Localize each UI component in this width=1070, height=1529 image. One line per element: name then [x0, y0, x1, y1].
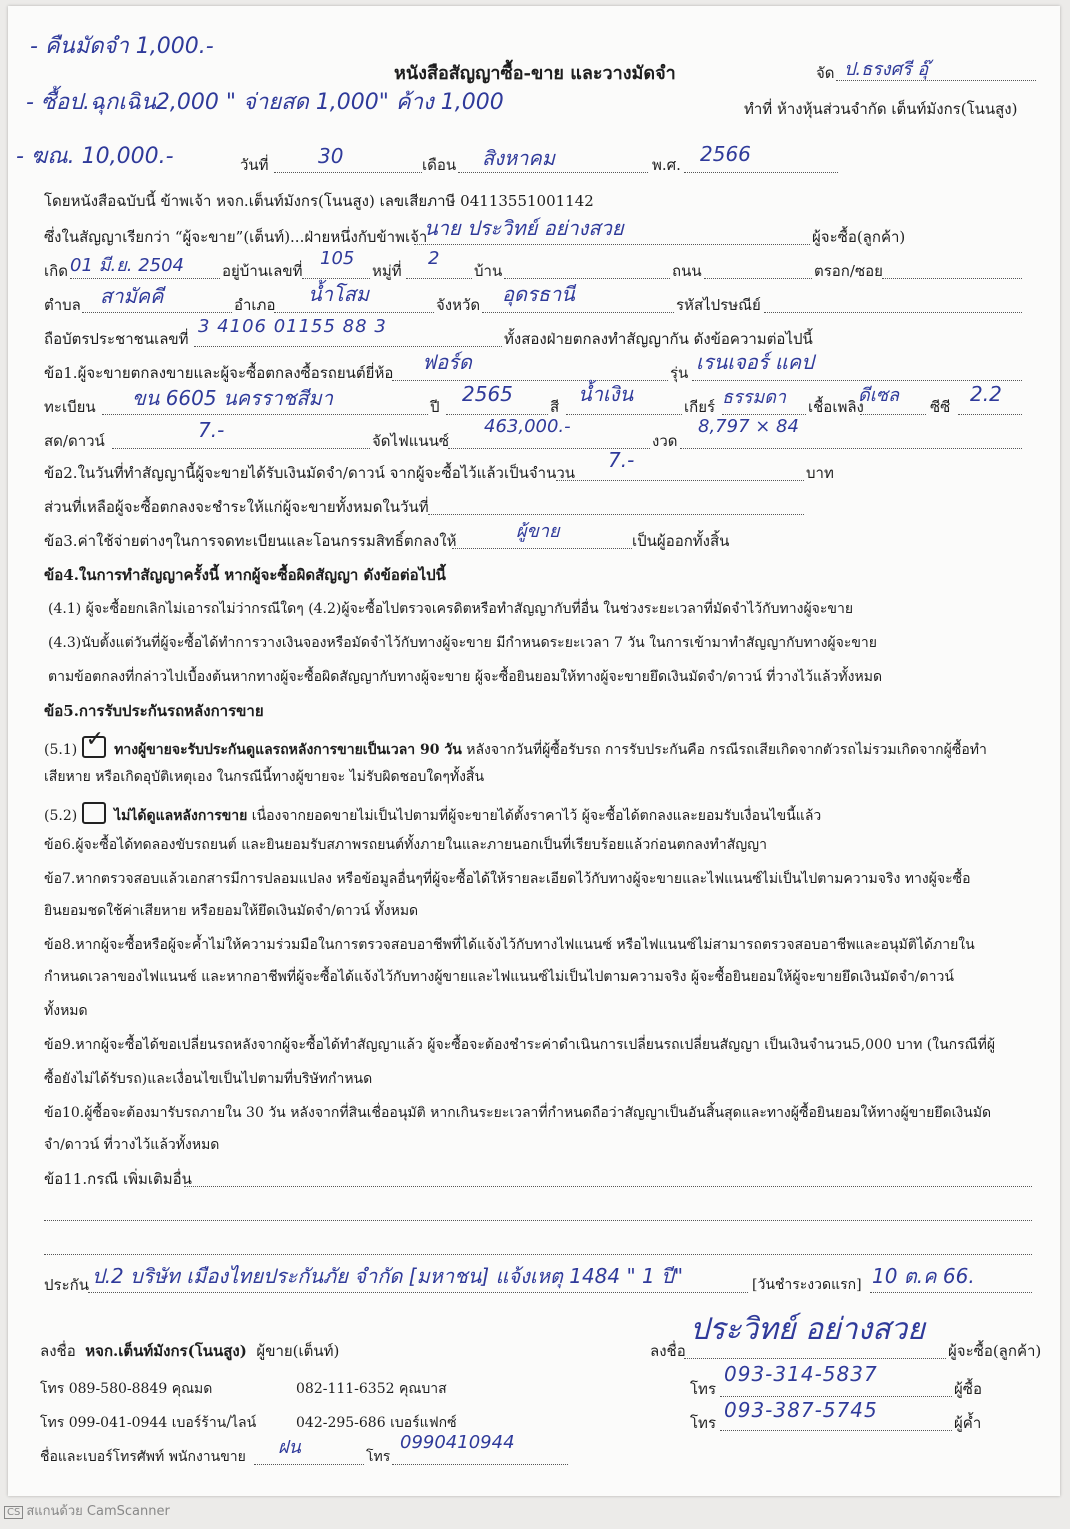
- camscanner-footer: [4, 1500, 170, 1521]
- clause-7b: ยินยอมชดใช้ค่าเสียหาย หรือยอมให้ยึดเงินมัดจำ/ดาวน์ ทั้งหมด: [44, 903, 419, 919]
- seller-phone-1-left: โทร 089-580-8849 คุณมด: [40, 1381, 213, 1397]
- clause-8b: กำหนดเวลาของไฟแนนซ์ และหากอาชีพที่ผู้จะซื้อได้แจ้งไว้กับทางผู้ขายและไฟแนนซ์ไม่เป็นไปตามความจริง ผู้จะซื้อยินยอมให้ผู้จะขายยึดเงินมัดจำ/ดาวน์: [44, 969, 954, 985]
- car-year-value: 2565: [462, 382, 513, 406]
- fuel-value: ดีเซล: [858, 385, 900, 406]
- buyer-signature: ประวิทย์ อย่างสวย: [690, 1312, 925, 1347]
- clause-5-2-text: เนื่องจากยอดขายไม่เป็นไปตามที่ผู้จะขายได้ตั้งราคาไว้ ผู้จะซื้อได้ตกลงและยอมรับเงื่อนไขนี้แล้ว: [251, 808, 822, 824]
- clause-5-1-checkbox[interactable]: [82, 727, 106, 758]
- staff-label: ชื่อและเบอร์โทรศัพท์ พนักงานขาย: [40, 1449, 246, 1465]
- clause-5-2-row: [44, 802, 821, 825]
- clause-10a: ข้อ10.ผู้ซื้อจะต้องมารับรถภายใน 30 วัน หลังจากที่สินเชื่ออนุมัติ หากเกินระยะเวลาที่กำหนดถือว่าสัญญาเป็นอันสิ้นสุดและทางผู้ซื้อยินยอมให้ทางผู้ขายยึดเงินมัด: [44, 1105, 992, 1121]
- clause-9a: ข้อ9.หากผู้จะซื้อได้ขอเปลี่ยนรถหลังจากผู้จะซื้อได้ทำสัญญาแล้ว ผู้จะซื้อจะต้องชำระค่าดำเนินการเปลี่ยนรถเปลี่ยนสัญญา เป็นเงินจำนวน5,000 บาท (ในกรณีที่ผู้: [44, 1037, 996, 1053]
- id-value: 3 4106 01155 88 3: [198, 316, 387, 337]
- model-label: รุ่น: [670, 364, 689, 382]
- intro-line: โดยหนังสือฉบับนี้ ข้าพเจ้า หจก.เต็นท์มังกร(โนนสูง) เลขเสียภาษี 04113551001142: [44, 192, 594, 210]
- brand-value: ฟอร์ด: [422, 350, 472, 374]
- province-value: อุดรธานี: [502, 282, 575, 306]
- year-label: พ.ศ.: [652, 156, 681, 174]
- id-suffix: ทั้งสองฝ่ายตกลงทำสัญญากัน ดังข้อความต่อไปนี้: [504, 330, 813, 348]
- moo-value: 2: [428, 248, 440, 269]
- cc-value: 2.2: [970, 382, 1002, 406]
- model-value: เรนเจอร์ แคป: [696, 350, 814, 374]
- plate-label: ทะเบียน: [44, 398, 96, 416]
- buyer-phone-label-1: โทร: [690, 1380, 717, 1398]
- camscanner-logo-icon: CS: [4, 1506, 23, 1519]
- clause-4-3b: ตามข้อตกลงที่กล่าวไปเบื้องต้นหากทางผู้จะซื้อผิดสัญญากับทางผู้จะขาย ผู้จะซื้อยินยอมให้ทางผู้จะขายยึดเงินมัดจำ/ดาวน์ ที่วางไว้แล้วทั้งหมด: [48, 669, 883, 685]
- clause-7a: ข้อ7.หากตรวจสอบแล้วเอกสารมีการปลอมแปลง หรือข้อมูลอื่นๆที่ผู้จะซื้อได้ให้รายละเอียดไว้กับทางผู้จะขายและไฟแนนซ์ไม่เป็นไปตามความจริง ทางผู้จะซื้อ: [44, 871, 971, 887]
- seller-phone-2-left: โทร 099-041-0944 เบอร์ร้าน/ไลน์: [40, 1415, 257, 1431]
- staff-name: ฝน: [278, 1437, 301, 1458]
- clause-3-who: ผู้ขาย: [516, 521, 560, 542]
- car-year-label: ปี: [430, 398, 440, 416]
- clause-2a-unit: บาท: [806, 464, 834, 482]
- clause-5-1-row: [44, 727, 987, 759]
- clause-6: ข้อ6.ผู้จะซื้อได้ทดลองขับรถยนต์ และยินยอมรับสภาพรถยนต์ทั้งภายในและภายนอกเป็นที่เรียบร้อยแล้วก่อนตกลงทำสัญญา: [44, 837, 767, 853]
- sales-name: ป.ธรงศรี อุ๊: [844, 59, 929, 80]
- first-payment-label: [วันชำระงวดแรก]: [752, 1277, 862, 1293]
- clause-10b: จำ/ดาวน์ ที่วางไว้แล้วทั้งหมด: [44, 1137, 220, 1153]
- brand-label: ข้อ1.ผู้จะขายตกลงขายและผู้จะซื้อตกลงซื้อรถยนต์ยี่ห้อ: [44, 364, 394, 382]
- clause-4-3a: (4.3)นับตั้งแต่วันที่ผู้จะซื้อได้ทำการวางเงินจองหรือมัดจำไว้กับทางผู้จะขาย มีกำหนดระยะเวลา 7 วัน ในการเข้ามาทำสัญญากับทางผู้จะขาย: [48, 635, 877, 651]
- installment-label: งวด: [652, 432, 678, 450]
- month-value: สิงหาคม: [482, 146, 555, 170]
- finance-value: 463,000.-: [484, 416, 571, 437]
- tambon-label: ตำบล: [44, 296, 81, 314]
- clause-5-1-bold: ทางผู้ขายจะรับประกันดูแลรถหลังการขายเป็นเวลา 90 วัน: [114, 742, 462, 758]
- top-note-1: - คืนมัดจำ 1,000.-: [30, 34, 214, 59]
- document-title: หนังสือสัญญาซื้อ-ขาย และวางมัดจำ: [394, 63, 676, 84]
- day-value: 30: [318, 144, 344, 168]
- amphoe-label: อำเภอ: [234, 296, 276, 314]
- color-label: สี: [550, 398, 560, 416]
- clause-8c: ทั้งหมด: [44, 1003, 88, 1019]
- fuel-label: เชื้อเพลิง: [808, 398, 864, 416]
- clause-11: ข้อ11.กรณี เพิ่มเติมอื่น: [44, 1170, 192, 1188]
- clause-8a: ข้อ8.หากผู้จะซื้อหรือผู้จะค้ำไม่ให้ความร่วมมือในการตรวจสอบอาชีพที่ได้แจ้งไว้กับทางไฟแนนซ์ หรือไฟแนนซ์ไม่สามารถตรวจสอบอาชีพและอนุมัติได้ภายใน: [44, 937, 975, 953]
- place-text: ทำที่ ห้างหุ้นส่วนจำกัด เต็นท์มังกร(โนนสูง): [744, 100, 1018, 118]
- staff-phone: 0990410944: [400, 1432, 515, 1453]
- gear-value: ธรรมดา: [722, 387, 786, 408]
- year-value: 2566: [700, 142, 751, 166]
- guarantor-phone-role: ผู้ค้ำ: [954, 1414, 982, 1432]
- down-label: สด/ดาวน์: [44, 432, 105, 450]
- clause-4-1: (4.1) ผู้จะซื้อยกเลิกไม่เอารถไม่ว่ากรณีใดๆ (4.2)ผู้จะซื้อไปตรวจเครดิตหรือทำสัญญากับที่อื่น ในช่วงระยะเวลาที่มัดจำไว้กับทางผู้จะขาย: [48, 601, 854, 617]
- contract-sheet: [8, 6, 1060, 1496]
- clause-9b: ซื้อยังไม่ได้รับรถ)และเงื่อนไขเป็นไปตามที่บริษัทกำหนด: [44, 1071, 373, 1087]
- buyer-phone-role: ผู้ซื้อ: [954, 1380, 982, 1398]
- finance-label: จัดไฟแนนซ์: [372, 432, 450, 450]
- seller-sign-name: หจก.เต็นท์มังกร(โนนสูง): [85, 1342, 247, 1360]
- clause-2a-amount: 7.-: [608, 448, 635, 472]
- buyer-name: นาย ประวิทย์ อย่างสวย: [424, 216, 624, 240]
- seller-sign-role: ผู้ขาย(เต็นท์): [256, 1342, 340, 1360]
- buyer-sign-role: ผู้จะซื้อ(ลูกค้า): [948, 1342, 1042, 1360]
- check-icon: ✓: [85, 727, 105, 752]
- clause-5-1-text: หลังจากวันที่ผู้ซื้อรับรถ การรับประกันคือ กรณีรถเสียเกิดจากตัวรถไม่รวมเกิดจากผู้ซื้อทำ: [466, 742, 987, 758]
- seller-sign-label: ลงชื่อ: [40, 1342, 76, 1360]
- seller-sign-row: [40, 1342, 339, 1360]
- road-label: ถนน: [672, 262, 702, 280]
- house-label: อยู่บ้านเลขที่: [222, 262, 303, 280]
- house-value: 105: [320, 248, 355, 269]
- born-label: เกิด: [44, 262, 68, 280]
- clause-5-2-bold: ไม่ได้ดูแลหลังการขาย: [114, 808, 248, 824]
- alley-label: ตรอก/ซอย: [814, 262, 883, 280]
- buyer-sign-label: ลงชื่อ: [650, 1342, 686, 1360]
- tambon-value: สามัคคี: [100, 284, 164, 308]
- top-note-2: - ซื้อป.ฉุกเฉิน2,000 " จ่ายสด 1,000" ค้าง 1,000: [26, 90, 504, 115]
- top-note-3: - ฆณ. 10,000.-: [16, 144, 174, 169]
- buyer-role: ผู้จะซื้อ(ลูกค้า): [812, 228, 906, 246]
- buyer-line-prefix: ซึ่งในสัญญาเรียกว่า “ผู้จะขาย”(เต็นท์)...ฝ่ายหนึ่งกับข้าพเจ้า: [44, 228, 428, 246]
- province-label: จังหวัด: [436, 296, 481, 314]
- buyer-phone-label-2: โทร: [690, 1414, 717, 1432]
- clause-3-suffix: เป็นผู้ออกทั้งสิ้น: [632, 532, 730, 550]
- clause-2b: ส่วนที่เหลือผู้จะซื้อตกลงจะชำระให้แก่ผู้จะขายทั้งหมดในวันที่: [44, 498, 429, 516]
- clause-3-prefix: ข้อ3.ค่าใช้จ่ายต่างๆในการจดทะเบียนและโอนกรรมสิทธิ์ตกลงให้: [44, 532, 457, 550]
- born-value: 01 มี.ย. 2504: [70, 255, 185, 276]
- clause-5-2-label: (5.2): [44, 808, 78, 824]
- seller-phone-2-right: 042-295-686 เบอร์แฟกซ์: [296, 1415, 457, 1431]
- plate-value: ขน 6605 นครราชสีมา: [132, 386, 333, 410]
- id-label: ถือบัตรประชาชนเลขที่: [44, 330, 189, 348]
- gear-label: เกียร์: [684, 398, 716, 416]
- moo-label: หมู่ที่: [372, 262, 402, 280]
- installment-value: 8,797 × 84: [698, 416, 799, 437]
- sales-prefix: จัด: [816, 64, 835, 82]
- seller-phone-1-right: 082-111-6352 คุณบาส: [296, 1381, 447, 1397]
- camscanner-text: สแกนด้วย CamScanner: [26, 1504, 170, 1519]
- clause-5-2-checkbox[interactable]: [82, 802, 106, 824]
- down-value: 7.-: [198, 418, 225, 442]
- cc-label: ซีซี: [930, 398, 951, 416]
- amphoe-value: น้ำโสม: [308, 282, 370, 306]
- day-label: วันที่: [240, 156, 269, 174]
- village-label: บ้าน: [474, 262, 503, 280]
- clause-5-1-text2: เสียหาย หรือเกิดอุบัติเหตุเอง ในกรณีนี้ทางผู้ขายจะ ไม่รับผิดชอบใดๆทั้งสิ้น: [44, 769, 485, 785]
- clause-5-title: ข้อ5.การรับประกันรถหลังการขาย: [44, 702, 264, 720]
- clause-4-title: ข้อ4.ในการทำสัญญาครั้งนี้ หากผู้จะซื้อผิดสัญญา ดังข้อต่อไปนี้: [44, 566, 446, 584]
- insurance-value: ป.2 บริษัท เมืองไทยประกันภัย จำกัด [มหาชน] แจ้งเหตุ 1484 " 1 ปี": [92, 1264, 684, 1288]
- clause-5-1-label: (5.1): [44, 742, 78, 758]
- buyer-phone: 093-314-5837: [724, 1362, 878, 1386]
- staff-phone-label: โทร: [366, 1449, 391, 1465]
- color-value: น้ำเงิน: [578, 382, 634, 406]
- clause-2a: ข้อ2.ในวันที่ทำสัญญานี้ผู้จะขายได้รับเงินมัดจำ/ดาวน์ จากผู้จะซื้อไว้แล้วเป็นจำนวน: [44, 464, 576, 482]
- postcode-label: รหัสไปรษณีย์: [676, 296, 761, 314]
- first-payment-value: 10 ต.ค 66.: [872, 1264, 975, 1288]
- month-label: เดือน: [422, 156, 457, 174]
- insurance-label: ประกัน: [44, 1276, 89, 1294]
- guarantor-phone: 093-387-5745: [724, 1398, 878, 1422]
